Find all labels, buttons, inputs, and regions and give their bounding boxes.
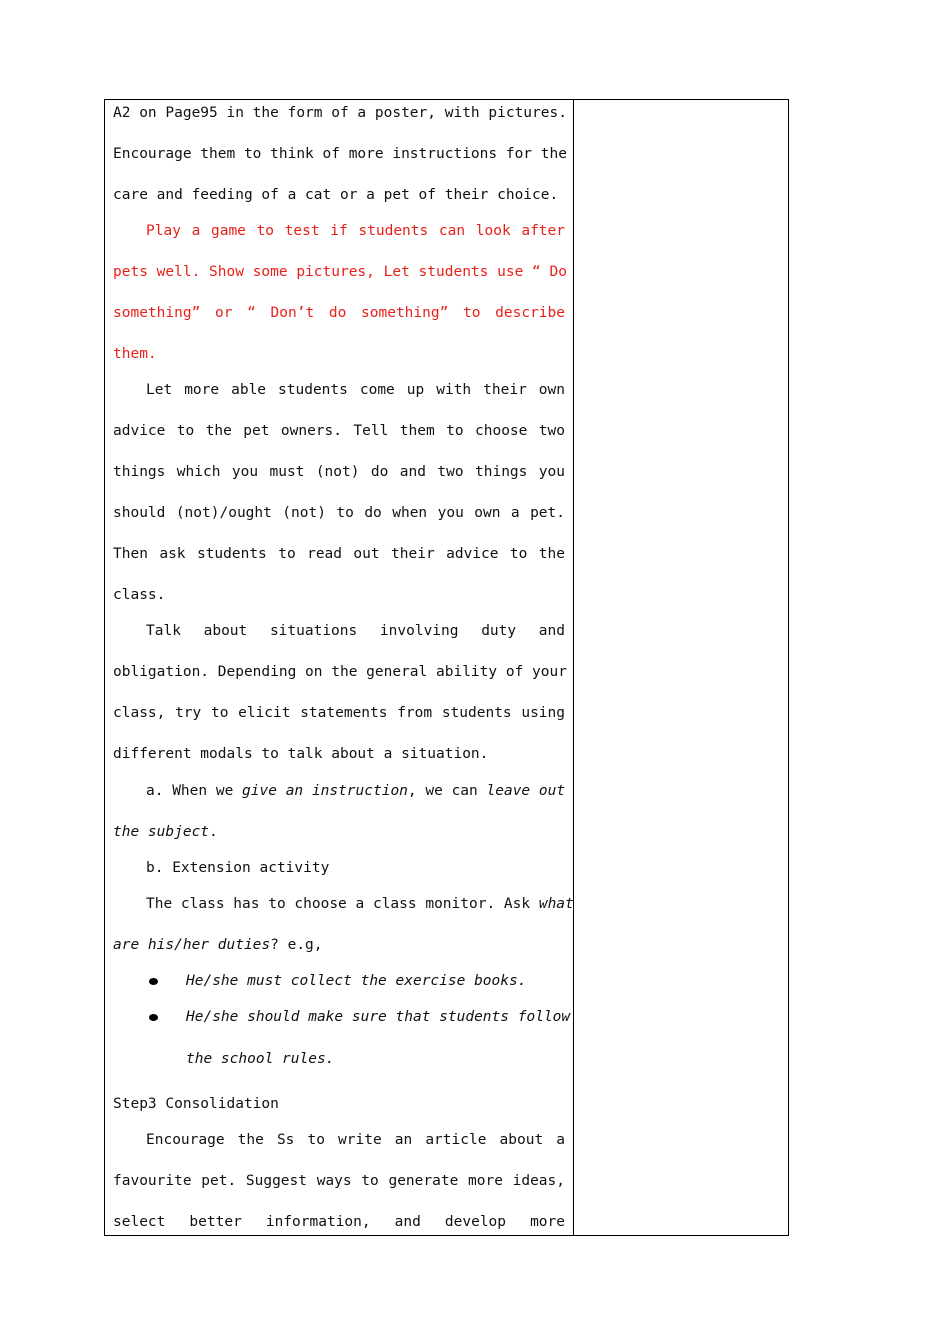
text-line: obligation. Depending on the general ability of your [113, 664, 567, 680]
step-heading: Step3 Consolidation [113, 1096, 279, 1112]
game-instruction-line: Play a game to test if students can look after [146, 223, 565, 239]
bullet-text: He/she should make sure that students follow [186, 1009, 571, 1025]
text-line: Encourage the Ss to write an article about a [146, 1132, 565, 1148]
text-line: should (not)/ought (not) to do when you own a pet. [113, 505, 565, 521]
text-line: Encourage them to think of more instructions for the [113, 146, 567, 162]
italic-run: are his/her duties [113, 937, 271, 953]
text-line [146, 894, 574, 914]
text-line: Talk about situations involving duty and [146, 623, 565, 639]
italic-run: leave out [486, 783, 566, 799]
bullet-item [113, 1007, 571, 1027]
game-instruction-line: them. [113, 346, 157, 362]
bullet-icon [149, 978, 158, 985]
text-line: care and feeding of a cat or a pet of their choice. [113, 187, 559, 203]
text-line: A2 on Page95 in the form of a poster, with pictures. [113, 105, 567, 121]
text-line [146, 781, 565, 801]
text-line: Then ask students to read out their advice to the [113, 546, 565, 562]
game-instruction-line: something” or “ Don’t do something” to describe [113, 305, 565, 321]
text-line: class, try to elicit statements from students using [113, 705, 565, 721]
game-instruction-line: pets well. Show some pictures, Let students use “ Do [113, 264, 567, 280]
text-line [113, 935, 565, 955]
text-run: The class has to choose a class monitor. Ask [146, 896, 531, 912]
text-line: b. Extension activity [146, 860, 330, 876]
text-line: advice to the pet owners. Tell them to choose two [113, 423, 565, 439]
text-line: Let more able students come up with their own [146, 382, 565, 398]
text-line: select better information, and develop more [113, 1214, 565, 1230]
italic-run: what [538, 896, 574, 912]
text-line: favourite pet. Suggest ways to generate more ideas, [113, 1173, 565, 1189]
italic-run: give an instruction [242, 783, 408, 799]
table-column-divider [573, 99, 574, 1236]
text-run: ? e.g, [270, 937, 323, 953]
text-line [113, 822, 565, 842]
bullet-icon [149, 1014, 158, 1021]
bullet-item [113, 971, 565, 991]
text-line: different modals to talk about a situation. [113, 746, 489, 762]
text-line: class. [113, 587, 166, 603]
italic-run: the subject [113, 824, 210, 840]
bullet-text-continued: the school rules. [186, 1051, 335, 1067]
text-run: a. When we [146, 783, 234, 799]
text-run: . [209, 824, 218, 840]
text-run: , we can [407, 783, 478, 799]
text-line: things which you must (not) do and two things you [113, 464, 565, 480]
bullet-text: He/she must collect the exercise books. [186, 973, 527, 989]
